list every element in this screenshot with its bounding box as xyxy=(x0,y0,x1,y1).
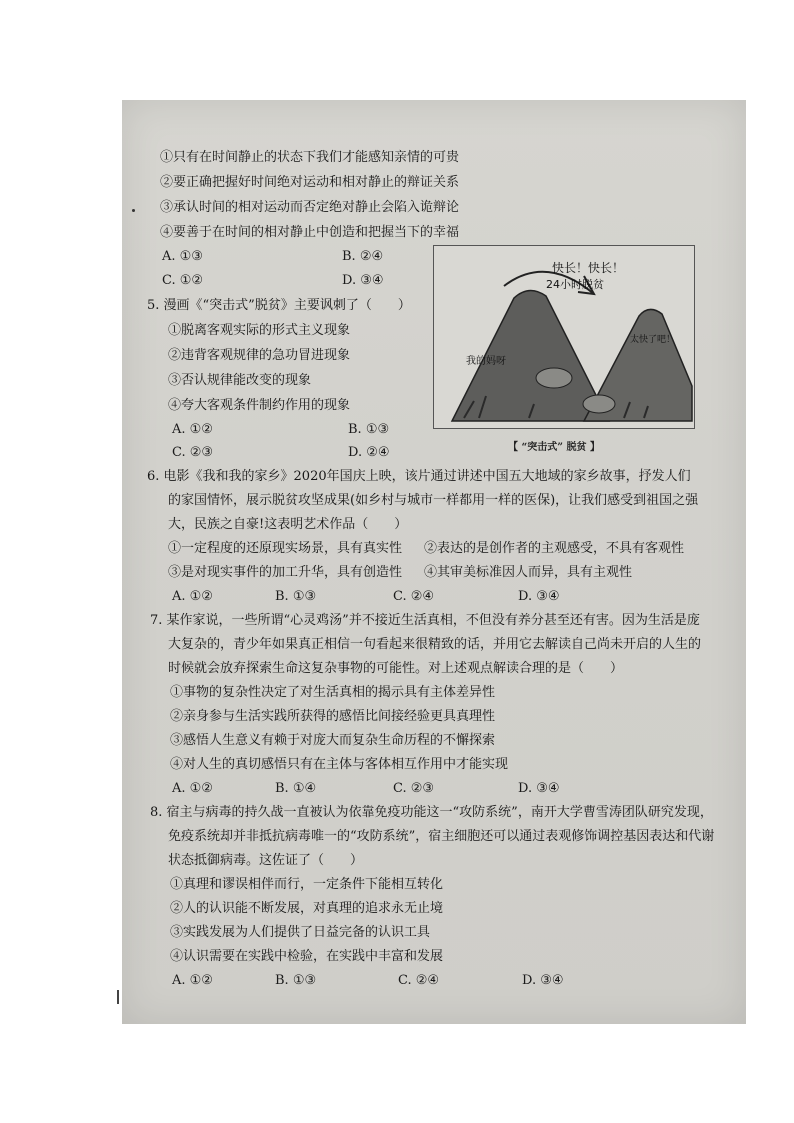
q5-item-3: ③否认规律能改变的现象 xyxy=(168,373,312,388)
q5-option-c[interactable]: C. ②③ xyxy=(172,445,214,460)
q8-item-4: ④认识需要在实践中检验，在实践中丰富和发展 xyxy=(170,949,444,964)
q7-item-4: ④对人生的真切感悟只有在主体与客体相互作用中才能实现 xyxy=(170,757,509,772)
q4-item-1: ①只有在时间静止的状态下我们才能感知亲情的可贵 xyxy=(160,150,460,165)
q5-item-4: ④夸大客观条件制约作用的现象 xyxy=(168,398,351,413)
right-figure-label: 太快了吧！ xyxy=(630,335,676,345)
cartoon-image xyxy=(433,245,695,429)
q7-stem-line-3: 时候就会放弃探索生命这复杂事物的可能性。对上述观点解读合理的是（ ） xyxy=(168,661,624,676)
q7-option-b[interactable]: B. ①④ xyxy=(275,781,317,796)
q7-item-2: ②亲身参与生活实践所获得的感悟比间接经验更具真理性 xyxy=(170,709,496,724)
q6-item-1: ①一定程度的还原现实场景，具有真实性 xyxy=(168,541,403,556)
q4-item-2: ②要正确把握好时间绝对运动和相对静止的辩证关系 xyxy=(160,175,460,190)
cartoon-illustration xyxy=(434,246,694,428)
q7-option-a[interactable]: A. ①② xyxy=(172,781,213,796)
q6-item-2: ②表达的是创作者的主观感受，不具有客观性 xyxy=(424,541,685,556)
left-figure-label: 我的妈呀 xyxy=(466,356,506,367)
q5-option-b[interactable]: B. ①③ xyxy=(348,422,390,437)
q4-item-3: ③承认时间的相对运动而否定绝对静止会陷入诡辩论 xyxy=(160,200,460,215)
speech-line-1: 快长！快长！ xyxy=(552,261,625,275)
q7-item-3: ③感悟人生意义有赖于对庞大而复杂生命历程的不懈探索 xyxy=(170,733,496,748)
q6-option-a[interactable]: A. ①② xyxy=(172,589,213,604)
q6-option-c[interactable]: C. ②④ xyxy=(393,589,435,604)
q5-option-d[interactable]: D. ②④ xyxy=(348,445,390,460)
q4-item-4: ④要善于在时间的相对静止中创造和把握当下的幸福 xyxy=(160,225,460,240)
q6-stem-line-1: 6. 电影《我和我的家乡》2020年国庆上映，该片通过讲述中国五大地域的家乡故事，抒发人们 xyxy=(147,469,691,484)
q8-item-2: ②人的认识能不断发展，对真理的追求永无止境 xyxy=(170,901,444,916)
q5-option-a[interactable]: A. ①② xyxy=(172,422,213,437)
q6-stem-line-3: 大，民族之自豪!这表明艺术作品（ ） xyxy=(168,517,408,532)
q6-stem-line-2: 的家国情怀，展示脱贫攻坚成果(如乡村与城市一样都用一样的医保)，让我们感受到祖国之强 xyxy=(168,493,699,508)
q7-stem-line-1: 7. 某作家说，一些所谓“心灵鸡汤”并不接近生活真相，不但没有养分甚至还有害。因为生活是庞 xyxy=(150,613,700,628)
q6-option-d[interactable]: D. ③④ xyxy=(518,589,560,604)
right-figure xyxy=(583,395,615,413)
speech-line-2: 24小时脱贫 xyxy=(546,278,604,291)
q5-item-1: ①脱离客观实际的形式主义现象 xyxy=(168,323,351,338)
stray-dot xyxy=(132,209,135,212)
q8-option-d[interactable]: D. ③④ xyxy=(522,973,564,988)
q4-option-a[interactable]: A. ①③ xyxy=(162,249,203,264)
q8-stem-line-2: 免疫系统却并非抵抗病毒唯一的“攻防系统”，宿主细胞还可以通过表观修饰调控基因表达和代谢 xyxy=(168,829,715,844)
q7-option-d[interactable]: D. ③④ xyxy=(518,781,560,796)
q6-item-4: ④其审美标准因人而异，具有主观性 xyxy=(424,565,633,580)
q7-option-c[interactable]: C. ②③ xyxy=(393,781,435,796)
q7-stem-line-2: 大复杂的，青少年如果真正相信一句看起来很精致的话，并用它去解读自己尚未开启的人生的 xyxy=(168,637,702,652)
q7-item-1: ①事物的复杂性决定了对生活真相的揭示具有主体差异性 xyxy=(170,685,496,700)
q5-stem: 5. 漫画《“突击式”脱贫》主要讽刺了（ ） xyxy=(147,298,411,313)
q6-option-b[interactable]: B. ①③ xyxy=(275,589,317,604)
q4-option-c[interactable]: C. ①② xyxy=(162,273,204,288)
q8-option-a[interactable]: A. ①② xyxy=(172,973,213,988)
q4-option-b[interactable]: B. ②④ xyxy=(342,249,384,264)
q8-stem-line-1: 8. 宿主与病毒的持久战一直被认为依靠免疫功能这一“攻防系统”，南开大学曹雪涛团队研究发现， xyxy=(150,805,713,820)
q5-item-2: ②违背客观规律的急功冒进现象 xyxy=(168,348,351,363)
cartoon-caption: 【 “突击式” 脱贫 】 xyxy=(508,442,600,453)
q8-option-c[interactable]: C. ②④ xyxy=(398,973,440,988)
q6-item-3: ③是对现实事件的加工升华，具有创造性 xyxy=(168,565,403,580)
page-edge-mark xyxy=(117,990,119,1004)
q8-option-b[interactable]: B. ①③ xyxy=(275,973,317,988)
q8-item-3: ③实践发展为人们提供了日益完备的认识工具 xyxy=(170,925,431,940)
left-figure xyxy=(536,368,572,388)
q8-item-1: ①真理和谬误相伴而行，一定条件下能相互转化 xyxy=(170,877,444,892)
q4-option-d[interactable]: D. ③④ xyxy=(342,273,384,288)
q8-stem-line-3: 状态抵御病毒。这佐证了（ ） xyxy=(168,853,364,868)
